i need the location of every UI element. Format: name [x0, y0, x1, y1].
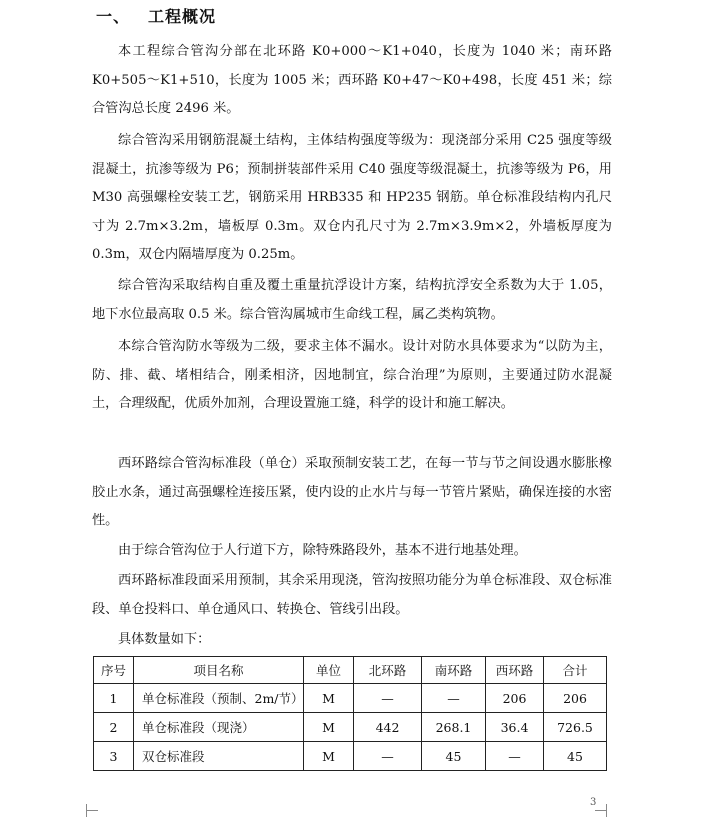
paragraph-quantity-intro: 具体数量如下： — [118, 632, 211, 647]
cell-north-ring: — — [354, 742, 422, 771]
cell-south-ring: 45 — [422, 742, 486, 771]
table-row — [94, 742, 607, 771]
cell-unit: M — [304, 713, 354, 742]
header-south-ring: 南环路 — [422, 657, 486, 684]
paragraph-foundation: 由于综合管沟位于人行道下方，除特殊路段外，基本不进行地基处理。 — [118, 543, 527, 558]
table-row — [94, 713, 607, 742]
section-title: 工程概况 — [148, 7, 217, 26]
quantity-table — [93, 656, 607, 771]
cell-total: 45 — [544, 742, 607, 771]
paragraph-waterproofing: 本综合管沟防水等级为二级，要求主体不漏水。设计对防水具体要求为“以防为主，防、排、截、堵相结合，刚柔相济，因地制宜，综合治理”为原则，主要通过防水混凝土，合理级配，优质外加剂，合理设置施工缝，科学的设计和施工解决。 — [92, 339, 612, 411]
cell-item-name: 双仓标准段 — [134, 742, 304, 771]
paragraph-prefab-joints: 西环路综合管沟标准段（单仓）采取预制安装工艺，在每一节与节之间设遇水膨胀橡胶止水条，通过高强螺栓连接压紧，使内设的止水片与每一节管片紧贴，确保连接的水密性。 — [92, 456, 612, 528]
header-west-ring: 西环路 — [486, 657, 544, 684]
crop-mark-left-horizontal — [86, 810, 98, 811]
page-number: 3 — [590, 797, 597, 808]
cell-seq: 3 — [94, 742, 134, 771]
header-seq: 序号 — [94, 657, 134, 684]
cell-item-name: 单仓标准段（现浇） — [134, 713, 304, 742]
section-heading — [96, 4, 216, 27]
paragraph-overview-lengths: 本工程综合管沟分部在北环路 K0+000～K1+040，长度为 1040 米；南环路 K0+505～K1+510，长度为 1005 米；西环路 K0+47～K0+498，长度 451 米；综合管沟总长度 2496 米。 — [92, 44, 612, 116]
cell-south-ring: 268.1 — [422, 713, 486, 742]
cell-west-ring: — — [486, 742, 544, 771]
cell-north-ring: 442 — [354, 713, 422, 742]
header-unit: 单位 — [304, 657, 354, 684]
table-header-row — [94, 657, 607, 684]
cell-total: 726.5 — [544, 713, 607, 742]
cell-south-ring: — — [422, 684, 486, 713]
header-item-name: 项目名称 — [134, 657, 304, 684]
cell-seq: 1 — [94, 684, 134, 713]
paragraph-structure: 综合管沟采用钢筋混凝土结构，主体结构强度等级为：现浇部分采用 C25 强度等级混凝土，抗渗等级为 P6；预制拼装部件采用 C40 强度等级混凝土，抗渗等级为 P6，用 M30 高强螺栓安装工艺，钢筋采用 HRB335 和 HP235 钢筋。单仓标准段结构内孔尺寸为 2.7m×3.2m，墙板厚 0.3m。双仓内孔尺寸为 2.7m×3.9m×2，外墙板厚度为 0.3m，双仓内隔墙厚度为 0.25m。 — [92, 133, 612, 262]
cell-item-name: 单仓标准段（预制、2m/节） — [134, 684, 304, 713]
cell-west-ring: 206 — [486, 684, 544, 713]
cell-north-ring: — — [354, 684, 422, 713]
section-number: 一、 — [96, 7, 131, 26]
cell-seq: 2 — [94, 713, 134, 742]
cell-unit: M — [304, 742, 354, 771]
cell-unit: M — [304, 684, 354, 713]
cell-west-ring: 36.4 — [486, 713, 544, 742]
header-north-ring: 北环路 — [354, 657, 422, 684]
header-total: 合计 — [544, 657, 607, 684]
cell-total: 206 — [544, 684, 607, 713]
paragraph-anti-float: 综合管沟采取结构自重及覆土重量抗浮设计方案，结构抗浮安全系数为大于 1.05，地下水位最高取 0.5 米。综合管沟属城市生命线工程，属乙类构筑物。 — [92, 278, 612, 322]
crop-mark-right-horizontal — [595, 810, 607, 811]
table-row — [94, 684, 607, 713]
paragraph-sections: 西环路标准段面采用预制，其余采用现浇，管沟按照功能分为单仓标准段、双仓标准段、单仓投料口、单仓通风口、转换仓、管线引出段。 — [92, 573, 612, 617]
